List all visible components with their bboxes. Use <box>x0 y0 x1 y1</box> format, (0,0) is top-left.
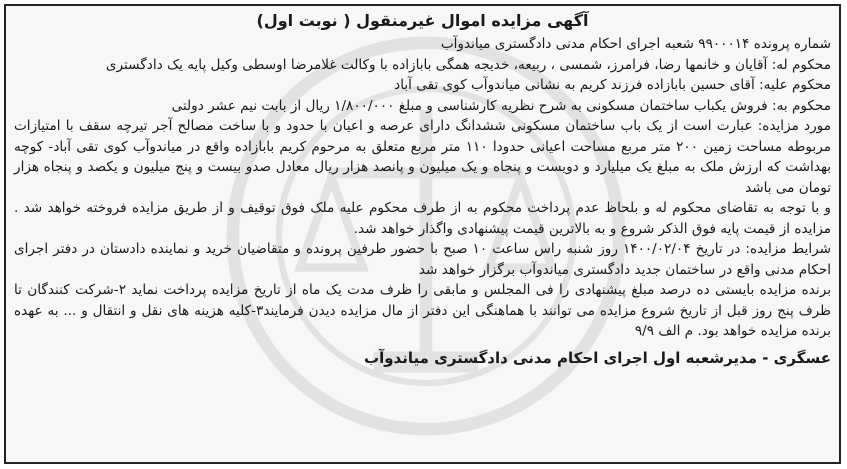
conditions-text: در تاریخ ۱۴۰۰/۰۲/۰۴ روز شنبه راس ساعت ۱۰ صبح با حضور طرفین پرونده و متقاضیان خرید و نماینده دادستان در دفتر اجرای احکام مدنی واقع در ساختمان جدید دادگستری میاندوآب برگزار خواهد شد <box>14 241 831 278</box>
signature-line: عسگری - مدیرشعبه اول اجرای احکام مدنی دادگستری میاندوآب <box>364 348 831 367</box>
subject-paragraph <box>14 116 831 198</box>
judgment-text: فروش یکباب ساختمان مسکونی به شرح نظریه کارشناسی و مبلغ ۱/۸۰۰/۰۰۰ ریال از بابت نیم عشر دولتی <box>171 97 768 114</box>
judgment-label: محکوم به: <box>772 97 831 114</box>
creditors-label: محکوم له: <box>771 56 831 73</box>
subject-label: مورد مزایده: <box>757 118 831 134</box>
creditors-text: آقایان و خانمها رضا، فرامرز، شمسی ، ربیعه، خدیجه همگی بابازاده با وکالت غلامرضا اوسطی وکیل پایه یک دادگستری <box>105 56 768 73</box>
conditions-list: برنده مزایده بایستی ده درصد مبلغ پیشنهادی را فی المجلس و مابقی را ظرف مدت یک ماه از تاریخ مزایده پرداخت نماید ۲-شرکت کنندگان تا ظرف پنج روز قبل از تاریخ شروع مزایده می توانند با هماهنگی این دفتر از مال مزایده دیدن فرمایند۳-کلیه هزینه های نقل و انتقال و ... به عهده برنده مزایده خواهد بود. م الف ۹/۹ <box>14 282 831 339</box>
case-line: شماره پرونده ۹۹۰۰۰۱۴ شعبه اجرای احکام مدنی دادگستری میاندوآب <box>440 36 831 52</box>
notice-title: آگهی مزایده اموال غیرمنقول ( نوبت اول) <box>256 11 589 30</box>
judgment-paragraph <box>14 96 831 117</box>
conditions-paragraph <box>14 239 831 280</box>
subject-text: عبارت است از یک باب ساختمان مسکونی ششدانگ دارای عرصه و اعیان با حدود و با ساخت مصالح آجر تیرچه سقف با امتیازات مربوطه مساحت زمین ۲۰۰ متر مربع مساحت اعیانی حدودا ۱۱۰ متر مربع متعلق به مرحوم کریم بابازاده واقع در میاندوآب کوی تقی آباد- کوچه بهداشت که ارزش ملک به مبلغ یک میلیارد و دویست و پنجاه و یک میلیون و پانصد هزار ریال معادل صدو بیست و پنج میلیون و یکصد و پنجاه هزار تومان می باشد <box>14 118 831 196</box>
debtor-text: آقای حسین بابازاده فرزند کریم به نشانی میاندوآب کوی تقی آباد <box>394 77 755 93</box>
creditors-paragraph <box>14 55 831 76</box>
notice-box <box>4 4 841 464</box>
notice-content <box>14 10 831 460</box>
debtor-label: محکوم علیه: <box>759 77 831 93</box>
debtor-paragraph <box>14 75 831 96</box>
conditions-label: شرایط مزایده: <box>745 241 832 257</box>
request-paragraph: و با توجه به تقاضای محکوم له و بلحاظ عدم پرداخت محکوم به از طرف محکوم علیه ملک فوق توقیف و از طریق مزایده فروخته خواهد شد . مزایده از قیمت پایه فوق الذکر شروع و به بالاترین قیمت پیشنهادی واگذار خواهد شد. <box>14 200 831 237</box>
